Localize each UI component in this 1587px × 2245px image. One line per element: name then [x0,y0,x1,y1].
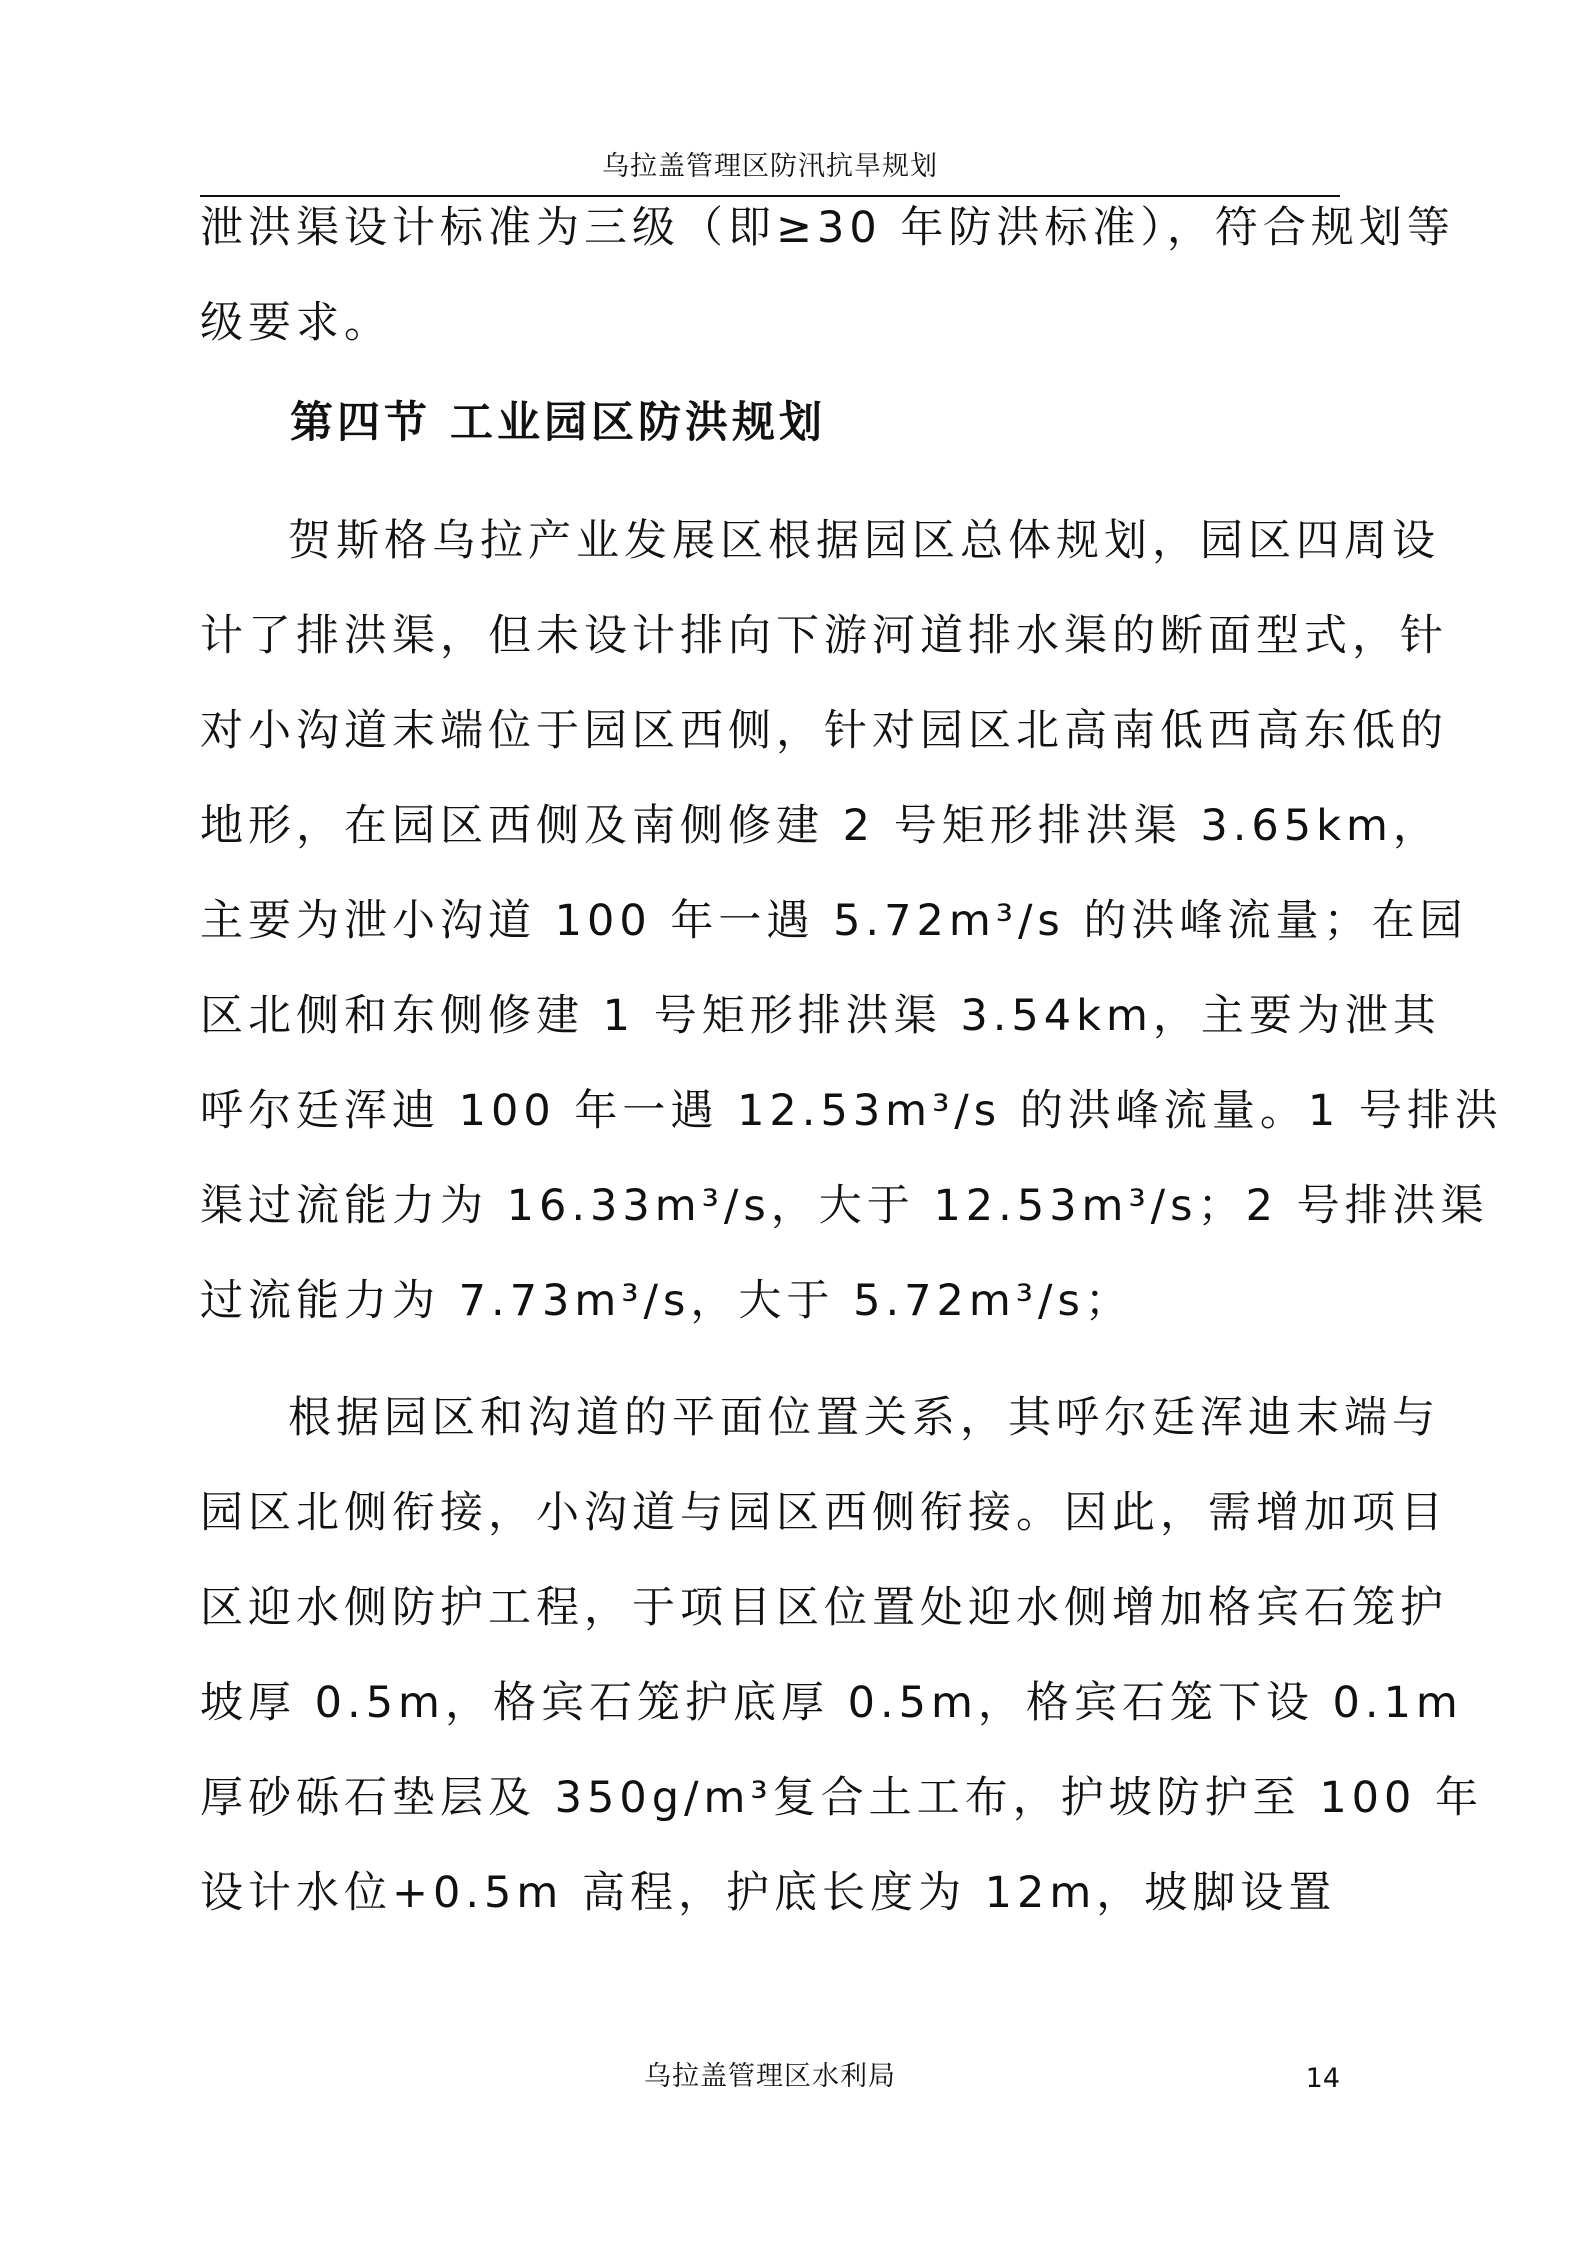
text-line: 主要为泄小沟道 100 年一遇 5.72m³/s 的洪峰流量；在园 [200,896,1468,946]
text-line: 根据园区和沟道的平面位置关系，其呼尔廷浑迪末端与 [288,1393,1440,1443]
text-line: 渠过流能力为 16.33m³/s，大于 12.53m³/s；2 号排洪渠 [200,1181,1489,1231]
text-line: 贺斯格乌拉产业发展区根据园区总体规划，园区四周设 [288,516,1440,566]
page-footer: 乌拉盖管理区水利局 [644,2061,896,2092]
text-line: 设计水位+0.5m 高程，护底长度为 12m，坡脚设置 [200,1868,1337,1918]
text-line: 地形，在园区西侧及南侧修建 2 号矩形排洪渠 3.65km， [200,801,1441,851]
text-line: 呼尔廷浑迪 100 年一遇 12.53m³/s 的洪峰流量。1 号排洪 [200,1086,1503,1136]
text-line: 坡厚 0.5m，格宾石笼护底厚 0.5m，格宾石笼下设 0.1m [200,1678,1463,1728]
page-header: 乌拉盖管理区防汛抗旱规划 [602,151,938,182]
text-line: 区北侧和东侧修建 1 号矩形排洪渠 3.54km，主要为泄其 [200,991,1441,1041]
section-heading: 第四节 工业园区防洪规划 [290,398,826,448]
text-line: 厚砂砾石垫层及 350g/m³复合土工布，护坡防护至 100 年 [200,1773,1484,1823]
text-line: 过流能力为 7.73m³/s，大于 5.72m³/s； [200,1276,1133,1326]
text-line: 区迎水侧防护工程，于项目区位置处迎水侧增加格宾石笼护 [200,1583,1448,1633]
text-line: 泄洪渠设计标准为三级（即≥30 年防洪标准），符合规划等 [200,203,1455,253]
text-line: 计了排洪渠，但未设计排向下游河道排水渠的断面型式，针 [200,611,1448,661]
text-line: 园区北侧衔接，小沟道与园区西侧衔接。因此，需增加项目 [200,1488,1448,1538]
text-line: 级要求。 [200,298,392,348]
text-line: 对小沟道末端位于园区西侧，针对园区北高南低西高东低的 [200,706,1448,756]
header-rule [200,195,1340,197]
page-number: 14 [1305,2063,1340,2094]
